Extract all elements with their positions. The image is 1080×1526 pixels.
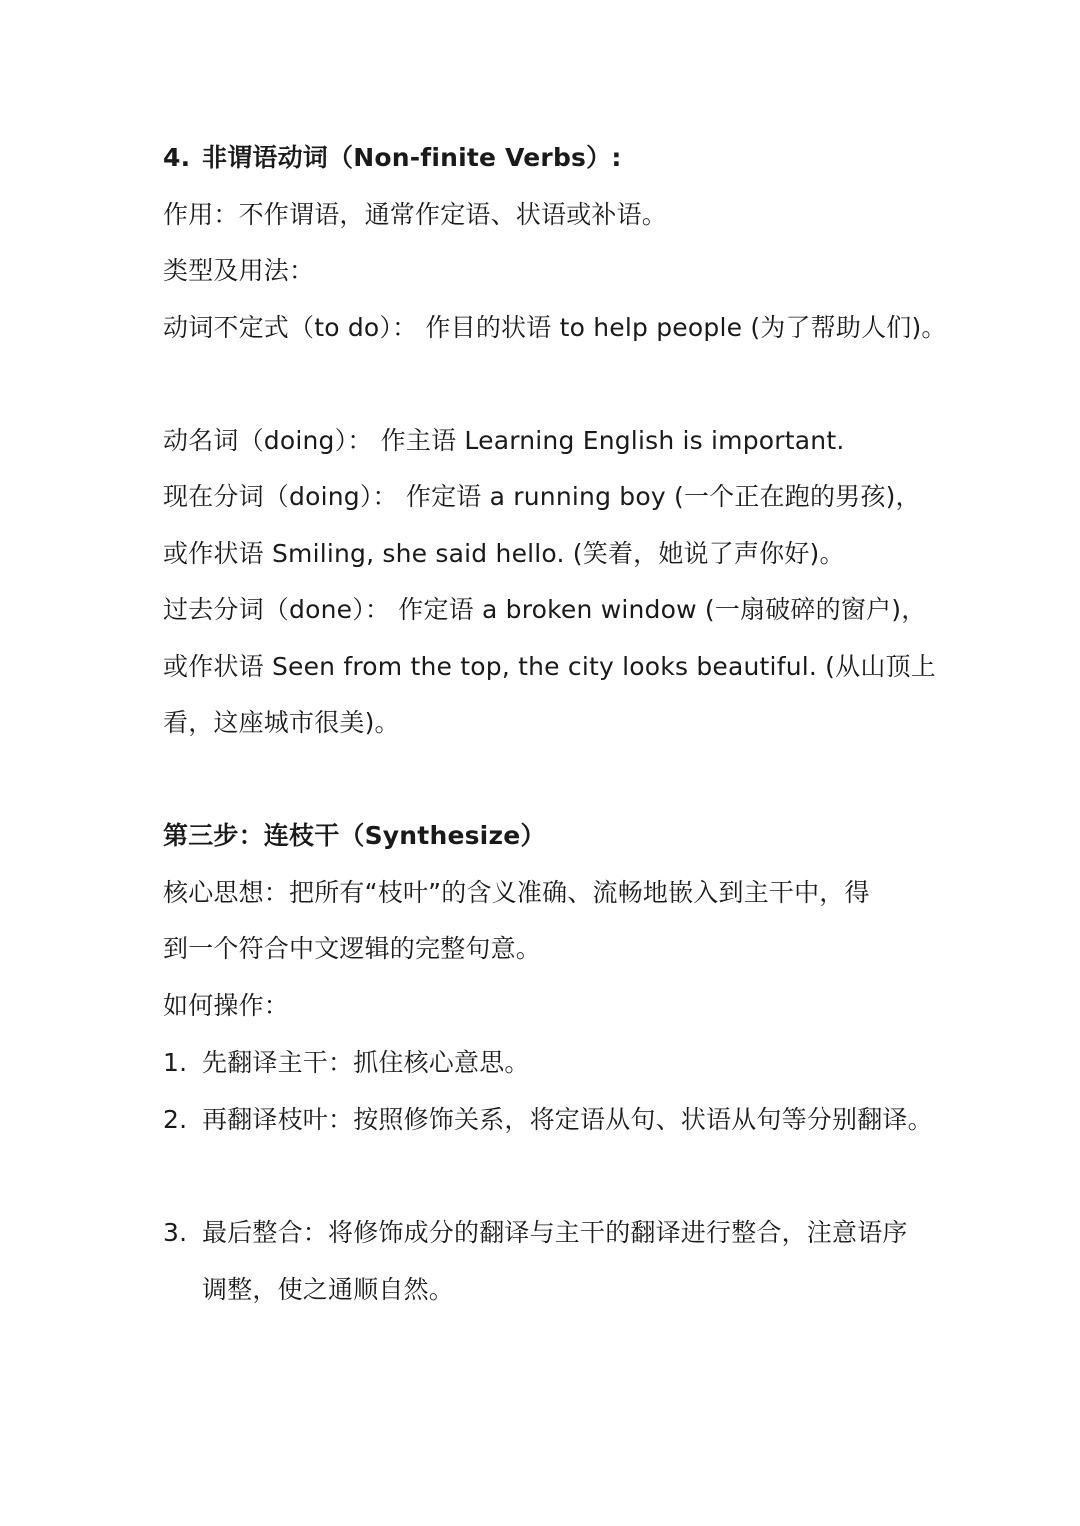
gerund-line: 动名词（doing）： 作主语 Learning English is important. <box>163 426 845 455</box>
list-item-text: 再翻译枝叶：按照修饰关系，将定语从句、状语从句等分别翻译。 <box>202 1105 933 1134</box>
present-participle-line: 现在分词（doing）： 作定语 a running boy (一个正在跑的男孩)， <box>163 482 921 511</box>
past-participle-adverbial-line: 或作状语 Seen from the top, the city looks beautiful. (从山顶上 <box>163 652 936 681</box>
list-item-text: 最后整合：将修饰成分的翻译与主干的翻译进行整合，注意语序 <box>202 1218 908 1247</box>
list-item <box>163 1046 530 1080</box>
infinitive-line: 动词不定式（to do）： 作目的状语 to help people (为了帮助人们)。 <box>163 313 947 342</box>
core-idea-line-cont: 到一个符合中文逻辑的完整句意。 <box>163 934 542 963</box>
past-participle-adverbial-line-cont: 看，这座城市很美)。 <box>163 708 400 737</box>
types-usage-label: 类型及用法： <box>163 256 315 285</box>
list-item-text: 先翻译主干：抓住核心意思。 <box>202 1048 530 1077</box>
present-participle-adverbial-line: 或作状语 Smiling, she said hello. (笑着，她说了声你好)。 <box>163 539 845 568</box>
section-4-title: 非谓语动词（Non-finite Verbs）: <box>202 143 622 172</box>
list-item-continuation: 调整，使之通顺自然。 <box>202 1275 455 1304</box>
section-4-number: 4. <box>163 143 191 172</box>
step-3-heading: 第三步：连枝干（Synthesize） <box>163 821 546 850</box>
function-line: 作用：不作谓语，通常作定语、状语或补语。 <box>163 200 668 229</box>
list-item-number: 3. <box>163 1218 188 1247</box>
list-item <box>163 1103 933 1137</box>
core-idea-line: 核心思想：把所有“枝叶”的含义准确、流畅地嵌入到主干中，得 <box>163 878 870 907</box>
list-item-number: 2. <box>163 1105 188 1134</box>
list-item-number: 1. <box>163 1048 188 1077</box>
section-4-heading <box>163 141 622 175</box>
how-to-label: 如何操作： <box>163 991 290 1020</box>
past-participle-line: 过去分词（done）： 作定语 a broken window (一扇破碎的窗户)， <box>163 595 927 624</box>
list-item <box>163 1216 908 1250</box>
